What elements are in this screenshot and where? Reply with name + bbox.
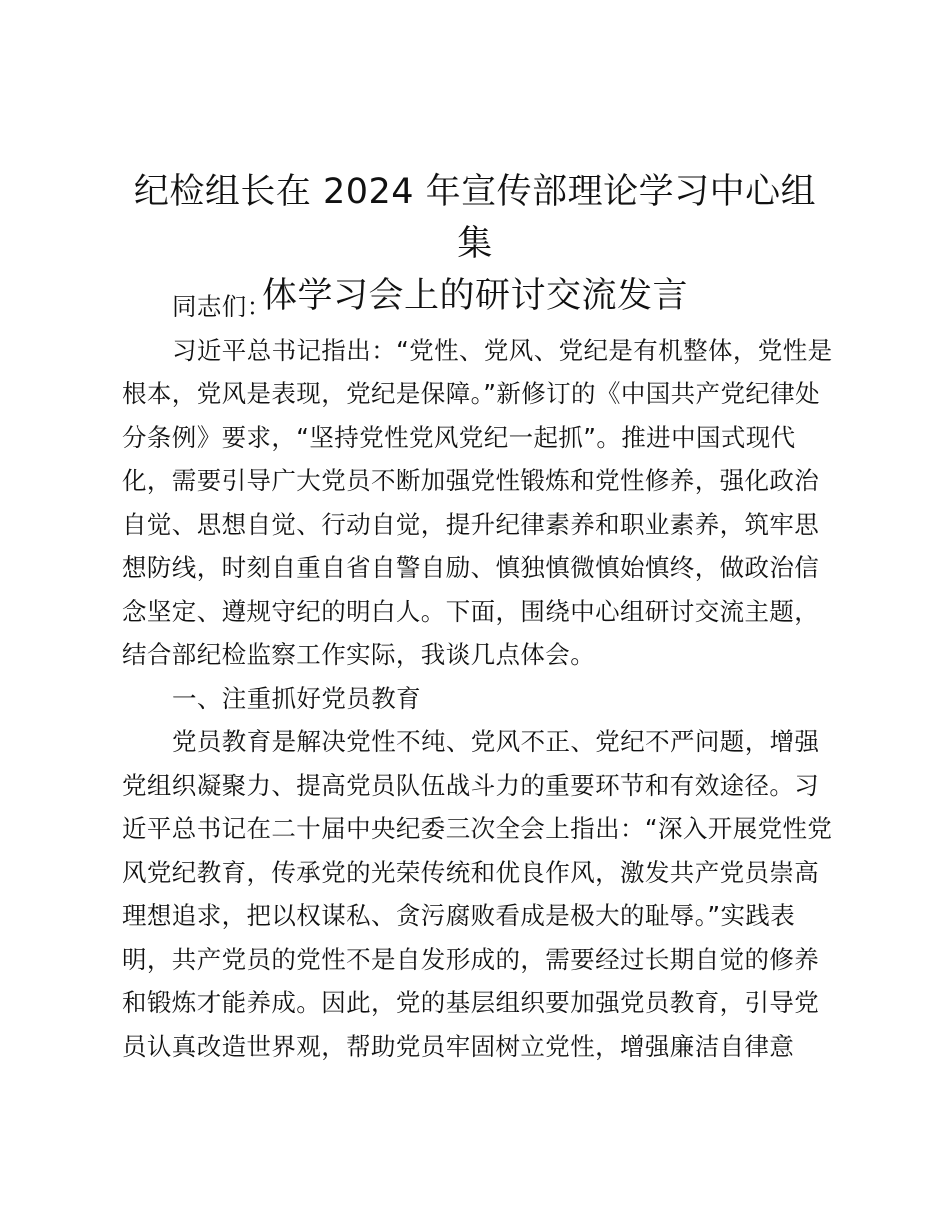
paragraph-2-line: 风党纪教育，传承党的光荣传统和优良作风，激发共产党员崇高 <box>122 857 820 887</box>
paragraph-2-line: 员认真改造世界观，帮助党员牢固树立党性，增强廉洁自律意 <box>122 1031 795 1061</box>
document-body <box>122 285 834 1068</box>
paragraph-2-line: 和锻炼才能养成。因此，党的基层组织要加强党员教育，引导党 <box>122 988 820 1017</box>
paragraph-2-line: 党员教育是解决党性不纯、党风不正、党纪不严问题，增强 <box>172 727 820 756</box>
paragraph-2-line: 近平总书记在二十届中央纪委三次全会上指出：“深入开展党性党 <box>122 814 833 843</box>
paragraph-1-line: 想防线，时刻自重自省自警自励、慎独慎微慎始慎终，做政治信 <box>122 553 820 582</box>
paragraph-1-line: 化，需要引导广大党员不断加强党性锻炼和党性修养，强化政治 <box>122 466 820 495</box>
paragraph-1-line: 自觉、思想自觉、行动自觉，提升纪律素养和职业素养，筑牢思 <box>122 509 820 539</box>
title-line-2: 体学习会上的研讨交流发言 <box>261 276 688 316</box>
paragraph-2-line: 明，共产党员的党性不是自发形成的，需要经过长期自觉的修养 <box>122 944 820 974</box>
paragraph-1-line: 根本，党风是表现，党纪是保障。”新修订的《中国共产党纪律处 <box>122 379 821 408</box>
paragraph-1-line: 念坚定、遵规守纪的明白人。下面，围绕中心组研讨交流主题， <box>122 596 820 626</box>
salutation: 同志们： <box>172 292 272 321</box>
paragraph-1-line: 结合部纪检监察工作实际，我谈几点体会。 <box>122 640 596 669</box>
paragraph-2-line: 理想追求，把以权谋私、贪污腐败看成是极大的耻辱。”实践表 <box>122 901 796 930</box>
section-heading: 一、注重抓好党员教育 <box>172 683 421 713</box>
title-line-1: 纪检组长在 2024 年宣传部理论学习中心组集 <box>133 172 817 264</box>
paragraph-1-line: 分条例》要求，“坚持党性党风党纪一起抓”。推进中国式现代 <box>122 422 796 452</box>
paragraph-1-line: 习近平总书记指出：“党性、党风、党纪是有机整体，党性是 <box>172 335 833 365</box>
paragraph-2-line: 党组织凝聚力、提高党员队伍战斗力的重要环节和有效途径。习 <box>122 770 820 800</box>
